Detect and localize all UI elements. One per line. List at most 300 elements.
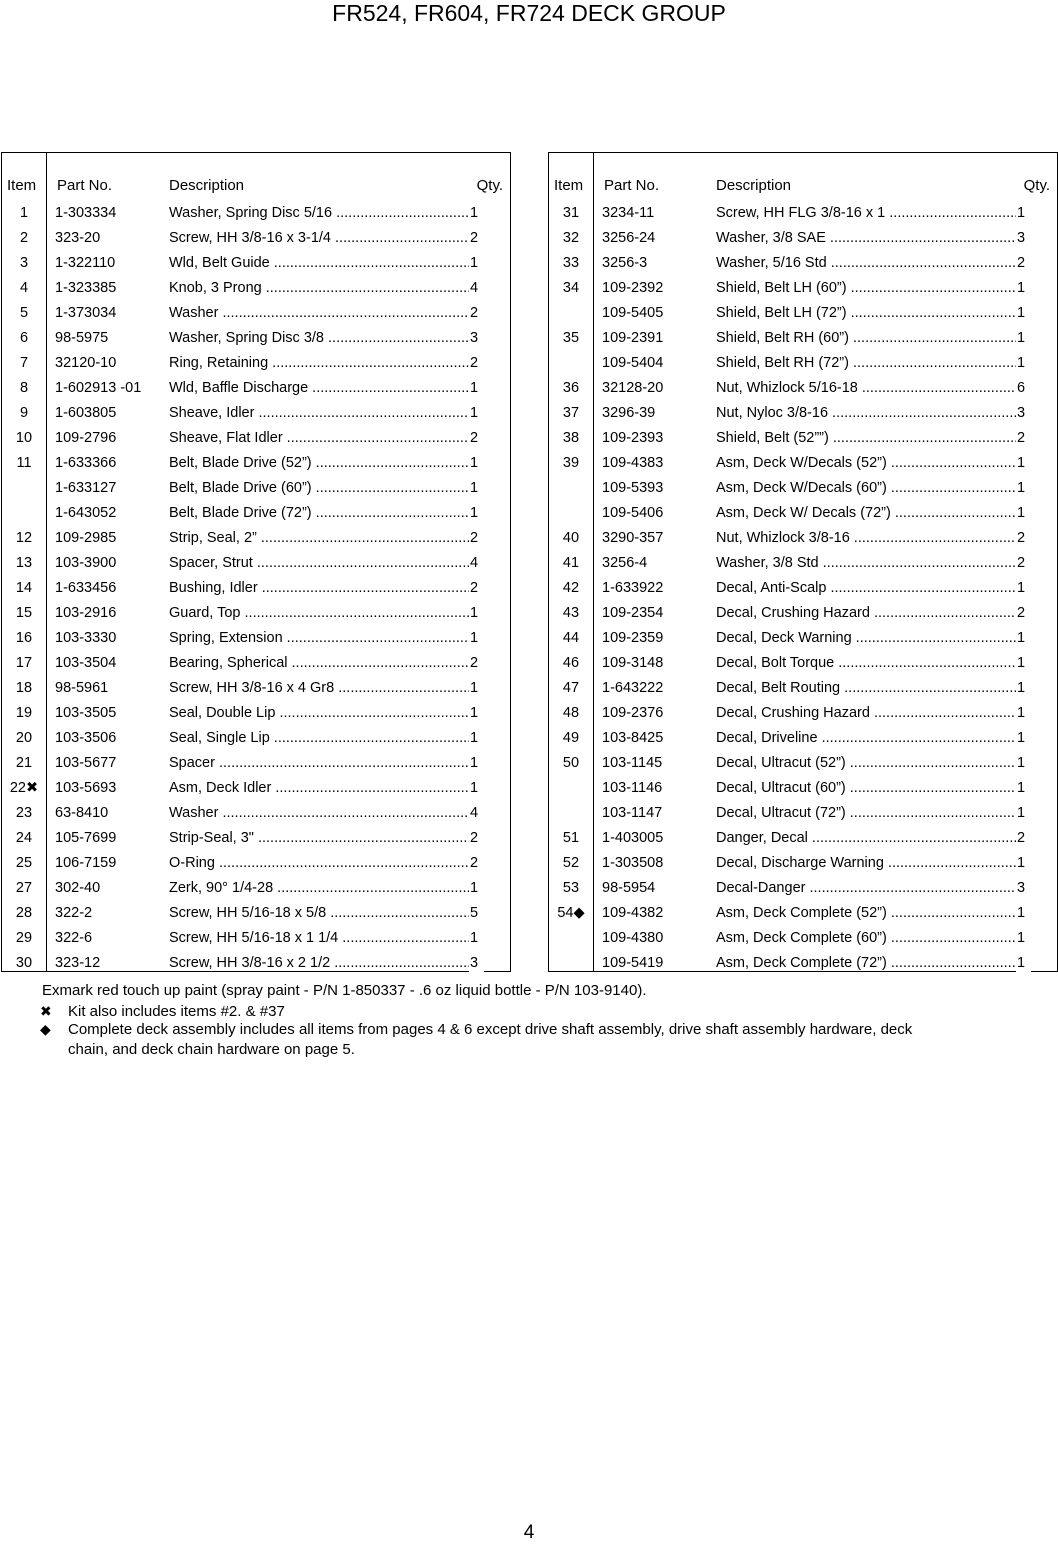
cell-part-no: 103-3505	[55, 705, 117, 721]
table-row	[2, 301, 510, 326]
cell-qty: 5	[469, 901, 484, 926]
complete-note-line1: Complete deck assembly includes all items from pages 4 & 6 except drive shaft assembly, drive shaft assembly hardware, deck	[68, 1021, 913, 1038]
table-row	[2, 851, 510, 876]
table-row	[549, 526, 1057, 551]
cell-item: 36	[562, 380, 580, 396]
cell-description: Decal, Ultracut (52”) .....	[716, 751, 1028, 776]
table-row	[2, 451, 510, 476]
table-row	[549, 551, 1057, 576]
cell-part-no: 1-373034	[55, 305, 117, 321]
table-row	[2, 951, 510, 976]
cell-description: Asm, Deck Complete (72”) .....	[716, 951, 1028, 976]
cell-description: Decal-Danger .....	[716, 876, 1028, 901]
header-description: Description	[716, 177, 792, 194]
cell-description: Shield, Belt RH (60”) .....	[716, 326, 1028, 351]
cell-item: 34	[562, 280, 580, 296]
cell-part-no: 105-7699	[55, 830, 117, 846]
cell-description: Decal, Ultracut (60”) .....	[716, 776, 1028, 801]
cell-part-no: 1-633127	[55, 480, 117, 496]
cell-qty: 1	[1016, 301, 1031, 326]
cell-item: 30	[15, 955, 33, 971]
cell-qty: 1	[469, 776, 484, 801]
cell-part-no: 109-3148	[602, 655, 664, 671]
cell-item: 54◆	[557, 905, 585, 921]
cell-part-no: 103-3504	[55, 655, 117, 671]
cell-part-no: 109-2985	[55, 530, 117, 546]
cell-part-no: 1-633922	[602, 580, 664, 596]
cell-description: Washer .....	[169, 801, 481, 826]
cell-description: Asm, Deck Idler .....	[169, 776, 481, 801]
cell-item: 48	[562, 705, 580, 721]
cell-part-no: 3256-4	[602, 555, 648, 571]
cell-description: Washer, 5/16 Std .....	[716, 251, 1028, 276]
parts-table-left	[1, 152, 511, 972]
cell-description: Washer .....	[169, 301, 481, 326]
header-qty: Qty.	[476, 177, 503, 194]
cell-description: Decal, Discharge Warning .....	[716, 851, 1028, 876]
cell-description: Decal, Bolt Torque .....	[716, 651, 1028, 676]
cell-part-no: 98-5975	[55, 330, 109, 346]
cell-item: 6	[19, 330, 29, 346]
cell-description: Belt, Blade Drive (52”) .....	[169, 451, 481, 476]
cell-part-no: 1-633366	[55, 455, 117, 471]
table-header	[2, 171, 510, 201]
table-row	[549, 351, 1057, 376]
cell-item: 8	[19, 380, 29, 396]
cell-description: Asm, Deck Complete (52”) .....	[716, 901, 1028, 926]
table-row	[549, 701, 1057, 726]
cell-part-no: 1-303334	[55, 205, 117, 221]
cell-part-no: 103-1146	[602, 780, 663, 796]
table-row	[2, 276, 510, 301]
cell-description: Nut, Nyloc 3/8-16 .....	[716, 401, 1028, 426]
cell-description: Screw, HH 5/16-18 x 5/8 .....	[169, 901, 481, 926]
cell-part-no: 109-2354	[602, 605, 664, 621]
header-qty: Qty.	[1023, 177, 1050, 194]
cell-qty: 2	[469, 301, 484, 326]
cell-qty: 1	[469, 401, 484, 426]
cell-item: 7	[19, 355, 29, 371]
cell-part-no: 109-4380	[602, 930, 664, 946]
cell-qty: 1	[1016, 501, 1031, 526]
cell-description: Asm, Deck W/ Decals (72”) .....	[716, 501, 1028, 526]
table-row	[2, 201, 510, 226]
cell-part-no: 109-2376	[602, 705, 664, 721]
cell-item: 47	[562, 680, 580, 696]
table-row	[549, 226, 1057, 251]
cell-description: Washer, 3/8 SAE .....	[716, 226, 1028, 251]
cell-description: Shield, Belt RH (72”) .....	[716, 351, 1028, 376]
cell-qty: 3	[469, 951, 484, 976]
header-description: Description	[169, 177, 245, 194]
cell-qty: 3	[469, 326, 484, 351]
cell-part-no: 109-4382	[602, 905, 664, 921]
cell-part-no: 3290-357	[602, 530, 664, 546]
cell-description: Asm, Deck W/Decals (60”) .....	[716, 476, 1028, 501]
cell-description: Decal, Crushing Hazard .....	[716, 601, 1028, 626]
table-row	[549, 401, 1057, 426]
page-number: 4	[523, 1522, 535, 1543]
cell-qty: 1	[469, 251, 484, 276]
cell-qty: 1	[1016, 751, 1031, 776]
cell-qty: 1	[1016, 476, 1031, 501]
table-row	[549, 751, 1057, 776]
cell-description: Strip-Seal, 3" .....	[169, 826, 481, 851]
cell-item: 14	[15, 580, 33, 596]
table-header	[549, 171, 1057, 201]
table-row	[2, 651, 510, 676]
cell-qty: 1	[1016, 701, 1031, 726]
table-row	[2, 826, 510, 851]
table-row	[2, 351, 510, 376]
cell-description: Nut, Whizlock 3/8-16 .....	[716, 526, 1028, 551]
cell-qty: 2	[469, 351, 484, 376]
cell-item: 42	[562, 580, 580, 596]
cell-description: Asm, Deck W/Decals (52”) .....	[716, 451, 1028, 476]
table-row	[2, 901, 510, 926]
cell-description: Nut, Whizlock 5/16-18 .....	[716, 376, 1028, 401]
cell-description: Screw, HH 3/8-16 x 3-1/4 .....	[169, 226, 481, 251]
cell-qty: 1	[1016, 626, 1031, 651]
cell-part-no: 98-5961	[55, 680, 109, 696]
cell-qty: 2	[1016, 526, 1031, 551]
cell-item: 21	[15, 755, 33, 771]
cell-item: 29	[15, 930, 33, 946]
table-row	[2, 226, 510, 251]
table-row	[549, 951, 1057, 976]
table-row	[2, 626, 510, 651]
cell-part-no: 109-5419	[602, 955, 664, 971]
cell-part-no: 63-8410	[55, 805, 109, 821]
cell-item: 31	[562, 205, 580, 221]
parts-table-right	[548, 152, 1058, 972]
cell-item: 9	[19, 405, 29, 421]
cell-part-no: 1-643052	[55, 505, 117, 521]
cell-part-no: 109-4383	[602, 455, 664, 471]
cell-qty: 3	[1016, 401, 1031, 426]
cell-description: Spacer .....	[169, 751, 481, 776]
cell-description: Bearing, Spherical .....	[169, 651, 481, 676]
cell-description: Washer, Spring Disc 3/8 .....	[169, 326, 481, 351]
table-row	[549, 251, 1057, 276]
cell-item: 38	[562, 430, 580, 446]
cell-item: 40	[562, 530, 580, 546]
cell-description: Zerk, 90° 1/4-28 .....	[169, 876, 481, 901]
cell-qty: 3	[1016, 226, 1031, 251]
cell-part-no: 109-2796	[55, 430, 117, 446]
header-part-no: Part No.	[57, 177, 113, 194]
table-row	[549, 501, 1057, 526]
cell-item: 37	[562, 405, 580, 421]
cell-part-no: 323-20	[55, 230, 101, 246]
cell-item: 28	[15, 905, 33, 921]
cell-description: Belt, Blade Drive (72”) .....	[169, 501, 481, 526]
cell-qty: 2	[469, 426, 484, 451]
table-row	[2, 251, 510, 276]
cell-qty: 1	[1016, 676, 1031, 701]
cell-description: Seal, Single Lip .....	[169, 726, 481, 751]
cell-description: Screw, HH 3/8-16 x 2 1/2 .....	[169, 951, 481, 976]
cell-qty: 1	[1016, 351, 1031, 376]
cell-part-no: 1-602913 -01	[55, 380, 142, 396]
cell-item: 16	[15, 630, 33, 646]
kit-note: Kit also includes items #2. & #37	[68, 1003, 285, 1020]
cell-part-no: 103-1145	[602, 755, 663, 771]
cell-part-no: 109-5406	[602, 505, 664, 521]
cell-description: Wld, Baffle Discharge .....	[169, 376, 481, 401]
cell-item: 13	[15, 555, 33, 571]
cell-description: Seal, Double Lip .....	[169, 701, 481, 726]
table-row	[549, 326, 1057, 351]
cell-qty: 1	[1016, 801, 1031, 826]
table-row	[2, 376, 510, 401]
table-rows	[549, 201, 1057, 976]
cell-description: Spacer, Strut .....	[169, 551, 481, 576]
cell-part-no: 109-5405	[602, 305, 664, 321]
cell-qty: 1	[469, 476, 484, 501]
table-row	[2, 601, 510, 626]
table-row	[2, 476, 510, 501]
cell-description: Sheave, Idler .....	[169, 401, 481, 426]
cell-item: 1	[19, 205, 29, 221]
cell-qty: 1	[1016, 651, 1031, 676]
cell-part-no: 3234-11	[602, 205, 655, 221]
cell-part-no: 3296-39	[602, 405, 656, 421]
cell-description: Decal, Ultracut (72”) .....	[716, 801, 1028, 826]
table-row	[549, 376, 1057, 401]
cell-item: 4	[19, 280, 29, 296]
cell-qty: 1	[469, 676, 484, 701]
cell-part-no: 1-323385	[55, 280, 117, 296]
cell-qty: 1	[1016, 276, 1031, 301]
cell-part-no: 32120-10	[55, 355, 117, 371]
cell-part-no: 1-303508	[602, 855, 664, 871]
cell-part-no: 322-2	[55, 905, 93, 921]
table-row	[549, 601, 1057, 626]
cell-item: 2	[19, 230, 29, 246]
cell-qty: 1	[469, 451, 484, 476]
cell-item: 23	[15, 805, 33, 821]
cell-part-no: 109-2391	[602, 330, 664, 346]
cell-qty: 2	[469, 826, 484, 851]
table-row	[549, 851, 1057, 876]
cell-part-no: 109-2392	[602, 280, 664, 296]
cell-part-no: 1-643222	[602, 680, 664, 696]
kit-marker-icon: ✖	[40, 1003, 52, 1019]
cell-item: 18	[15, 680, 33, 696]
table-row	[2, 926, 510, 951]
cell-qty: 1	[1016, 201, 1031, 226]
cell-qty: 1	[1016, 451, 1031, 476]
cell-part-no: 3256-3	[602, 255, 648, 271]
cell-description: Bushing, Idler .....	[169, 576, 481, 601]
table-row	[549, 726, 1057, 751]
cell-part-no: 103-5677	[55, 755, 117, 771]
cell-description: Sheave, Flat Idler .....	[169, 426, 481, 451]
header-part-no: Part No.	[604, 177, 660, 194]
cell-item: 46	[562, 655, 580, 671]
cell-qty: 1	[469, 876, 484, 901]
table-row	[549, 901, 1057, 926]
cell-qty: 4	[469, 276, 484, 301]
cell-part-no: 322-6	[55, 930, 93, 946]
cell-qty: 1	[469, 626, 484, 651]
cell-item: 52	[562, 855, 580, 871]
cell-qty: 1	[469, 601, 484, 626]
cell-item: 39	[562, 455, 580, 471]
cell-description: Screw, HH 3/8-16 x 4 Gr8 .....	[169, 676, 481, 701]
table-row	[549, 576, 1057, 601]
table-row	[2, 326, 510, 351]
cell-part-no: 1-603805	[55, 405, 117, 421]
table-row	[2, 501, 510, 526]
page-title: FR524, FR604, FR724 DECK GROUP	[332, 0, 726, 26]
cell-item: 17	[15, 655, 33, 671]
cell-qty: 2	[469, 851, 484, 876]
cell-description: Decal, Belt Routing .....	[716, 676, 1028, 701]
cell-part-no: 32128-20	[602, 380, 664, 396]
cell-qty: 1	[1016, 851, 1031, 876]
cell-description: Washer, Spring Disc 5/16 .....	[169, 201, 481, 226]
cell-qty: 2	[469, 651, 484, 676]
cell-item: 3	[19, 255, 29, 271]
table-rows	[2, 201, 510, 976]
table-row	[549, 451, 1057, 476]
table-row	[549, 201, 1057, 226]
complete-marker-icon: ◆	[40, 1021, 51, 1037]
cell-part-no: 323-12	[55, 955, 101, 971]
cell-part-no: 1-403005	[602, 830, 664, 846]
cell-item: 11	[16, 455, 32, 471]
cell-part-no: 103-8425	[602, 730, 664, 746]
cell-description: Wld, Belt Guide .....	[169, 251, 481, 276]
cell-part-no: 109-5393	[602, 480, 664, 496]
cell-description: Asm, Deck Complete (60”) .....	[716, 926, 1028, 951]
cell-description: Strip, Seal, 2” .....	[169, 526, 481, 551]
cell-item: 22✖	[9, 780, 39, 796]
cell-item: 33	[562, 255, 580, 271]
cell-item: 35	[562, 330, 580, 346]
table-row	[549, 876, 1057, 901]
cell-item: 15	[15, 605, 33, 621]
cell-item: 51	[562, 830, 580, 846]
cell-item: 41	[562, 555, 580, 571]
cell-qty: 1	[1016, 951, 1031, 976]
cell-part-no: 109-2393	[602, 430, 664, 446]
cell-part-no: 1-633456	[55, 580, 117, 596]
cell-description: O-Ring .....	[169, 851, 481, 876]
cell-description: Shield, Belt (52””) .....	[716, 426, 1028, 451]
table-row	[2, 526, 510, 551]
cell-qty: 2	[469, 576, 484, 601]
cell-item: 20	[15, 730, 33, 746]
cell-description: Screw, HH FLG 3/8-16 x 1 .....	[716, 201, 1028, 226]
table-row	[2, 801, 510, 826]
cell-description: Shield, Belt LH (60”) .....	[716, 276, 1028, 301]
cell-qty: 3	[1016, 876, 1031, 901]
cell-part-no: 109-5404	[602, 355, 664, 371]
cell-item: 10	[15, 430, 33, 446]
cell-item: 25	[15, 855, 33, 871]
table-row	[549, 826, 1057, 851]
cell-part-no: 106-7159	[55, 855, 117, 871]
cell-part-no: 103-3330	[55, 630, 117, 646]
cell-item: 44	[562, 630, 580, 646]
cell-description: Guard, Top .....	[169, 601, 481, 626]
table-row	[2, 751, 510, 776]
table-row	[2, 401, 510, 426]
cell-item: 19	[15, 705, 33, 721]
cell-description: Ring, Retaining .....	[169, 351, 481, 376]
cell-qty: 1	[1016, 576, 1031, 601]
cell-qty: 1	[469, 701, 484, 726]
cell-qty: 1	[469, 201, 484, 226]
cell-description: Danger, Decal .....	[716, 826, 1028, 851]
cell-part-no: 302-40	[55, 880, 101, 896]
table-row	[2, 776, 510, 801]
cell-part-no: 3256-24	[602, 230, 656, 246]
cell-item: 24	[15, 830, 33, 846]
cell-item: 27	[15, 880, 33, 896]
cell-qty: 1	[469, 751, 484, 776]
cell-part-no: 103-1147	[602, 805, 663, 821]
cell-description: Decal, Deck Warning .....	[716, 626, 1028, 651]
cell-qty: 2	[1016, 826, 1031, 851]
cell-item: 53	[562, 880, 580, 896]
table-row	[2, 426, 510, 451]
cell-qty: 4	[469, 551, 484, 576]
table-row	[549, 651, 1057, 676]
table-row	[2, 701, 510, 726]
cell-qty: 1	[469, 726, 484, 751]
cell-description: Shield, Belt LH (72”) .....	[716, 301, 1028, 326]
cell-description: Knob, 3 Prong .....	[169, 276, 481, 301]
cell-part-no: 103-2916	[55, 605, 117, 621]
table-row	[2, 676, 510, 701]
cell-qty: 2	[469, 226, 484, 251]
table-row	[549, 801, 1057, 826]
cell-item: 5	[19, 305, 29, 321]
cell-qty: 1	[1016, 326, 1031, 351]
table-row	[2, 876, 510, 901]
cell-description: Washer, 3/8 Std .....	[716, 551, 1028, 576]
cell-description: Decal, Crushing Hazard .....	[716, 701, 1028, 726]
cell-qty: 6	[1016, 376, 1031, 401]
table-row	[549, 776, 1057, 801]
table-row	[549, 626, 1057, 651]
cell-qty: 4	[469, 801, 484, 826]
cell-qty: 1	[1016, 776, 1031, 801]
cell-part-no: 103-3506	[55, 730, 117, 746]
cell-qty: 1	[1016, 901, 1031, 926]
cell-qty: 1	[1016, 926, 1031, 951]
header-item: Item	[7, 177, 37, 194]
cell-item: 49	[562, 730, 580, 746]
table-row	[2, 726, 510, 751]
cell-part-no: 103-5693	[55, 780, 117, 796]
header-item: Item	[554, 177, 584, 194]
cell-qty: 1	[469, 501, 484, 526]
cell-qty: 2	[1016, 251, 1031, 276]
cell-qty: 2	[1016, 601, 1031, 626]
cell-description: Decal, Driveline .....	[716, 726, 1028, 751]
cell-item: 50	[562, 755, 580, 771]
table-row	[549, 476, 1057, 501]
cell-qty: 1	[469, 926, 484, 951]
complete-note-line2: chain, and deck chain hardware on page 5.	[68, 1041, 355, 1058]
cell-qty: 2	[469, 526, 484, 551]
cell-qty: 2	[1016, 551, 1031, 576]
